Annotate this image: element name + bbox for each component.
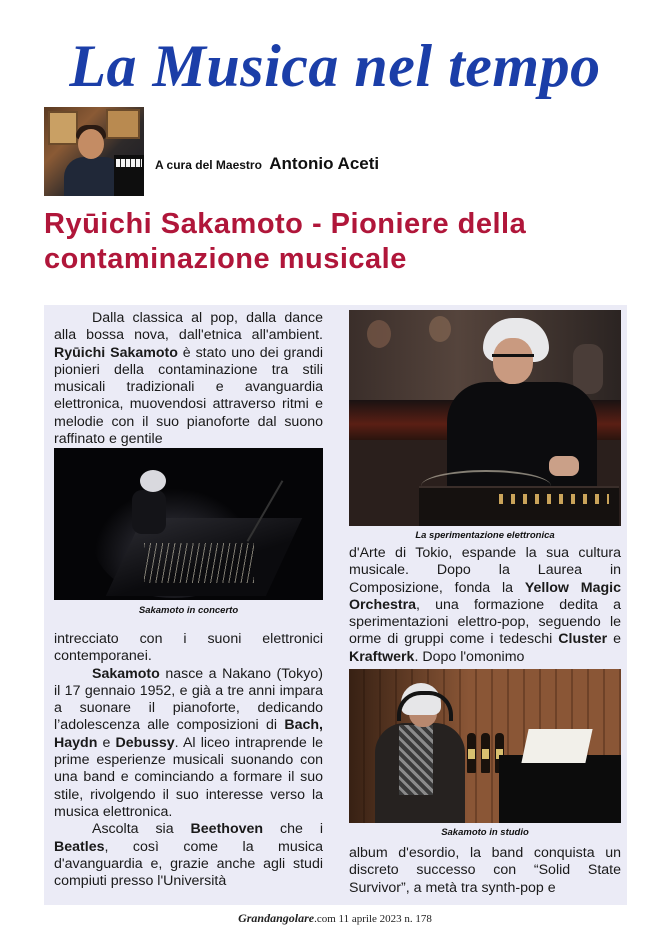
paragraph-ymo: d'Arte di Tokio, espande la sua cultura musicale. Dopo la Laurea in Composizione, fonda la Yellow Magic Orchestra, una formazione dedita a sperimentazioni elettro-pop, seguendo le orme di gruppi come i tedeschi Cluster e Kraftwerk. Dopo l'omonimo bbox=[349, 545, 621, 665]
byline-author-name: Antonio Aceti bbox=[269, 154, 380, 173]
byline bbox=[155, 155, 379, 174]
paragraph-intro: Dalla classica al pop, dalla dance alla bossa nova, dall'etnica all'ambient. Ryūichi Sakamoto è stato uno dei grandi pionieri della contaminazione tra stili musicali tradizionali e avanguardia elettronica, muovendosi attraverso ritmi e melodie con il suo pianoforte dal suono raffinato e gentile bbox=[54, 310, 323, 448]
page-footer bbox=[0, 911, 670, 926]
right-column-bottom bbox=[349, 845, 621, 897]
photo-sakamoto-concert bbox=[54, 448, 323, 600]
right-column-middle bbox=[349, 545, 621, 666]
photo-sakamoto-electronic bbox=[349, 310, 621, 526]
paragraph-influences: Ascolta sia Beethoven che i Beatles, così come la musica d'avanguardia e, grazie anche agli studi compiuti presso l'Università bbox=[54, 821, 323, 890]
caption-concert: Sakamoto in concerto bbox=[138, 605, 239, 616]
paragraph-intro-continued: intrecciato con i suoni elettronici contemporanei. bbox=[54, 631, 323, 665]
photo-sakamoto-studio bbox=[349, 669, 621, 823]
caption-electronic: La sperimentazione elettronica bbox=[415, 530, 555, 541]
left-column-top bbox=[54, 310, 323, 448]
caption-studio: Sakamoto in studio bbox=[441, 827, 529, 838]
author-photo bbox=[44, 107, 144, 196]
paragraph-solid-state: album d'esordio, la band conquista un discreto successo con “Solid State Survivor”, a metà tra synth-pop e bbox=[349, 845, 621, 896]
byline-prefix: A cura del Maestro bbox=[155, 158, 262, 172]
paragraph-biography: Sakamoto nasce a Nakano (Tokyo) il 17 gennaio 1952, e già a tre anni impara a suonare il pianoforte, dedicando l’adolescenza alle composizioni di Bach, Haydn e Debussy. Al liceo intraprende le prime esperienze musicali suonando con una band e cominciando a formare il suo stile, rivolgendo il suo interesse verso la musica elettronica. bbox=[54, 665, 323, 820]
left-column-bottom bbox=[54, 631, 323, 890]
footer-issue: .com 11 aprile 2023 n. 178 bbox=[314, 913, 432, 925]
masthead-title: La Musica nel tempo bbox=[69, 33, 601, 99]
article-headline: Ryūichi Sakamoto - Pioniere della contaminazione musicale bbox=[44, 208, 527, 275]
footer-brand: Grandangolare bbox=[238, 911, 315, 925]
